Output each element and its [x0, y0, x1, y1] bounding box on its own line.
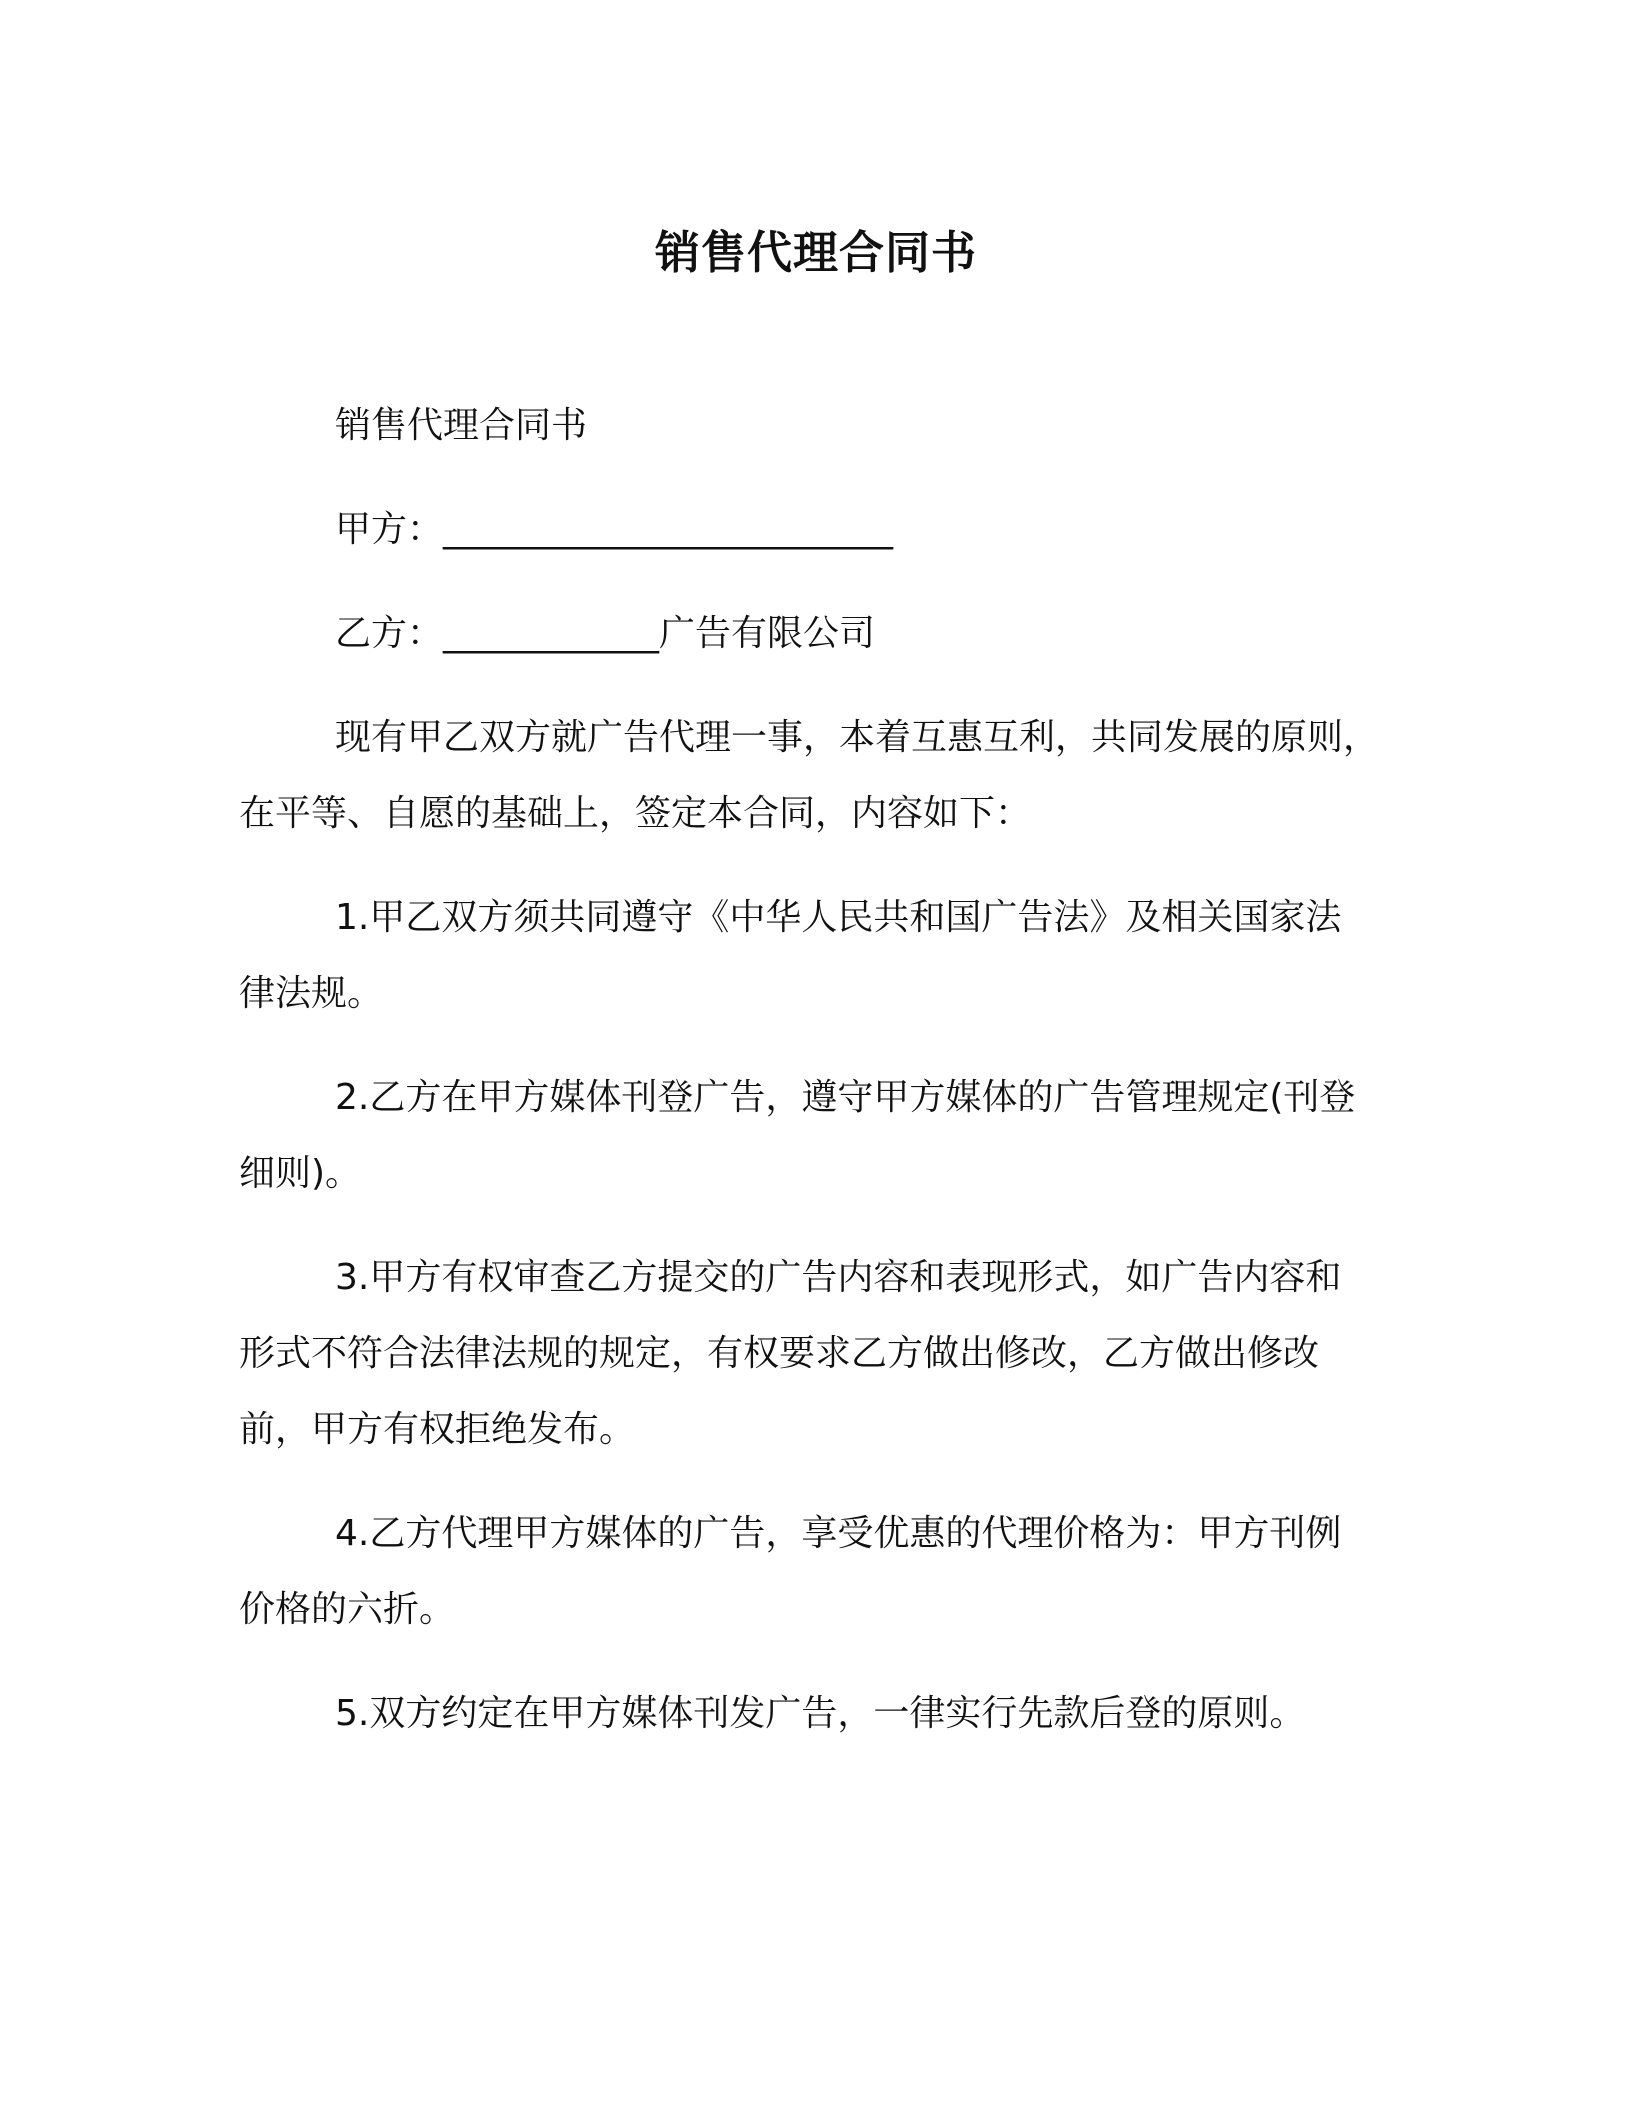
clause-4-line-2: 价格的六折。: [239, 1589, 456, 1630]
clause-4-line-1: 4.乙方代理甲方媒体的广告，享受优惠的代理价格为：甲方刊例: [335, 1513, 1342, 1554]
party-b-line: [239, 596, 1399, 672]
clause-2: [239, 1060, 1399, 1212]
clause-3-line-1: 3.甲方有权审查乙方提交的广告内容和表现形式，如广告内容和: [335, 1257, 1342, 1298]
party-a-text: 甲方：_________________________: [335, 509, 894, 550]
clause-5: [239, 1676, 1399, 1752]
document-title: 销售代理合同书: [654, 226, 977, 279]
clause-5-line-1: 5.双方约定在甲方媒体刊发广告，一律实行先款后登的原则。: [335, 1693, 1306, 1734]
clause-1: [239, 880, 1399, 1032]
intro-paragraph: [239, 700, 1399, 852]
clause-1-line-2: 律法规。: [239, 973, 384, 1014]
clause-2-line-1: 2.乙方在甲方媒体刊登广告，遵守甲方媒体的广告管理规定(刊登: [335, 1077, 1356, 1118]
party-b-text: 乙方：____________广告有限公司: [335, 613, 876, 654]
clause-3-line-3: 前，甲方有权拒绝发布。: [239, 1409, 636, 1450]
clause-1-line-1: 1.甲乙双方须共同遵守《中华人民共和国广告法》及相关国家法: [335, 897, 1342, 938]
clause-4: [239, 1496, 1399, 1648]
document-subtitle: [239, 388, 1399, 464]
intro-line-2: 在平等、自愿的基础上，签定本合同，内容如下：: [239, 793, 1032, 834]
clause-3: [239, 1240, 1399, 1468]
party-a-line: [239, 492, 1399, 568]
intro-line-1: 现有甲乙双方就广告代理一事，本着互惠互利，共同发展的原则，: [335, 717, 1380, 758]
clause-2-line-2: 细则)。: [239, 1153, 362, 1194]
subtitle-text: 销售代理合同书: [335, 405, 588, 446]
clause-3-line-2: 形式不符合法律法规的规定，有权要求乙方做出修改，乙方做出修改: [239, 1333, 1320, 1374]
